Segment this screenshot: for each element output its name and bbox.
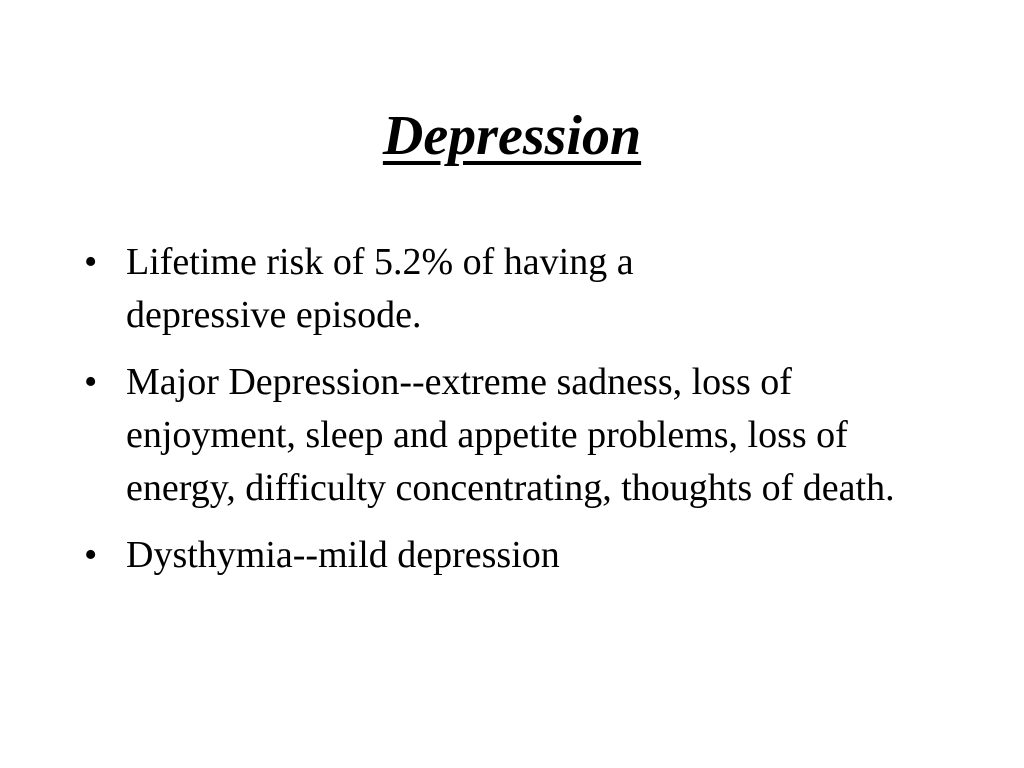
bullet-icon: •	[84, 361, 98, 403]
bullet-text: Lifetime risk of 5.2% of having a depressive episode.	[126, 241, 634, 336]
slide-title	[0, 100, 1024, 172]
bullet-item-lifetime-risk	[84, 236, 964, 342]
bullet-icon: •	[84, 534, 98, 576]
bullet-icon: •	[84, 241, 98, 283]
bullet-text: Major Depression--extreme sadness, loss of enjoyment, sleep and appetite problems, loss of energy, difficulty concentrating, thoughts of death.	[126, 361, 895, 509]
bullet-item-major-depression	[84, 356, 964, 515]
bullet-list	[84, 236, 964, 596]
bullet-item-dysthymia	[84, 529, 964, 582]
slide-title-text: Depression	[382, 105, 642, 167]
bullet-text: Dysthymia--mild depression	[126, 534, 560, 576]
